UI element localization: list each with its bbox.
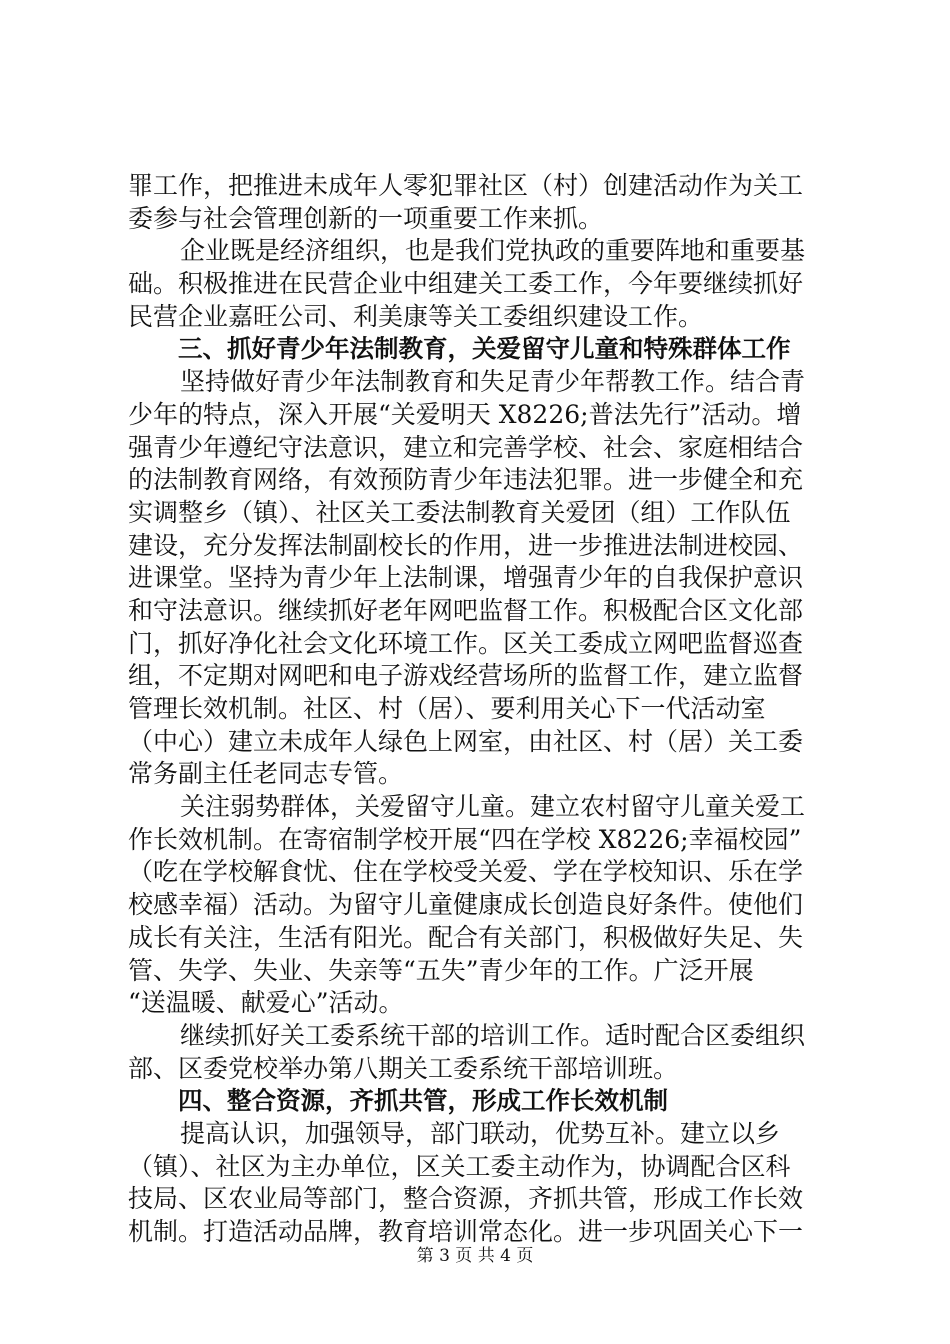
text-line: 常务副主任老同志专管。 — [128, 759, 404, 789]
text-line: 门，抓好净化社会文化环境工作。区关工委成立网吧监督巡查 — [128, 628, 804, 658]
text-line: 管、失学、失业、失亲等“五失”青少年的工作。广泛开展 — [128, 955, 754, 985]
text-line: 民营企业嘉旺公司、利美康等关工委组织建设工作。 — [128, 301, 704, 331]
text-line: 础。积极推进在民营企业中组建关工委工作，今年要继续抓好 — [128, 269, 804, 299]
paragraph-start-line: 提高认识，加强领导，部门联动，优势互补。建立以乡 — [180, 1118, 781, 1148]
section-heading-3: 三、抓好青少年法制教育，关爱留守儿童和特殊群体工作 — [178, 334, 791, 364]
text-line: 实调整乡（镇）、社区关工委法制教育关爱团（组）工作队伍 — [128, 497, 791, 527]
text-line: 部、区委党校举办第八期关工委系统干部培训班。 — [128, 1053, 679, 1083]
paragraph-start-line: 继续抓好关工委系统干部的培训工作。适时配合区委组织 — [180, 1020, 806, 1050]
text-line: 校感幸福）活动。为留守儿童健康成长创造良好条件。使他们 — [128, 890, 804, 920]
text-line: 管理长效机制。社区、村（居）、要利用关心下一代活动室 — [128, 694, 766, 723]
text-line: 机制。打造活动品牌，教育培训常态化。进一步巩固关心下一 — [128, 1217, 804, 1246]
document-body — [128, 170, 828, 1249]
text-line: 建设，充分发挥法制副校长的作用，进一步推进法制进校园、 — [128, 530, 804, 560]
text-line: （中心）建立未成年人绿色上网室，由社区、村（居）关工委 — [128, 726, 804, 756]
paragraph-start-line: 坚持做好青少年法制教育和失足青少年帮教工作。结合青 — [180, 367, 806, 397]
section-heading-4: 四、整合资源，齐抓共管，形成工作长效机制 — [178, 1086, 668, 1116]
text-line: “送温暖、献爱心”活动。 — [128, 988, 404, 1018]
paragraph-start-line: 企业既是经济组织，也是我们党执政的重要阵地和重要基 — [180, 236, 806, 266]
text-line: （吃在学校解食忧、住在学校受关爱、学在学校知识、乐在学 — [128, 857, 804, 887]
text-line: 强青少年遵纪守法意识，建立和完善学校、社会、家庭相结合 — [128, 432, 804, 462]
text-line: 技局、区农业局等部门，整合资源，齐抓共管，形成工作长效 — [128, 1184, 804, 1214]
text-line: 和守法意识。继续抓好老年网吧监督工作。积极配合区文化部 — [128, 595, 804, 625]
text-line: 作长效机制。在寄宿制学校开展“四在学校 X8226;幸福校园” — [128, 824, 802, 854]
page-number-footer: 第 3 页 共 4 页 — [416, 1246, 534, 1266]
paragraph-start-line: 关注弱势群体，关爱留守儿童。建立农村留守儿童关爱工 — [180, 792, 806, 822]
text-line: 进课堂。坚持为青少年上法制课，增强青少年的自我保护意识 — [128, 563, 804, 593]
text-line: 委参与社会管理创新的一项重要工作来抓。 — [128, 203, 604, 233]
text-line: 罪工作，把推进未成年人零犯罪社区（村）创建活动作为关工 — [128, 171, 804, 200]
text-line: 组，不定期对网吧和电子游戏经营场所的监督工作，建立监督 — [128, 661, 804, 691]
text-line: 成长有关注，生活有阳光。配合有关部门，积极做好失足、失 — [128, 922, 804, 952]
text-line: （镇）、社区为主办单位，区关工委主动作为，协调配合区科 — [128, 1151, 791, 1181]
text-line: 的法制教育网络，有效预防青少年违法犯罪。进一步健全和充 — [128, 465, 804, 495]
text-line: 少年的特点，深入开展“关爱明天 X8226;普法先行”活动。增 — [128, 399, 802, 429]
